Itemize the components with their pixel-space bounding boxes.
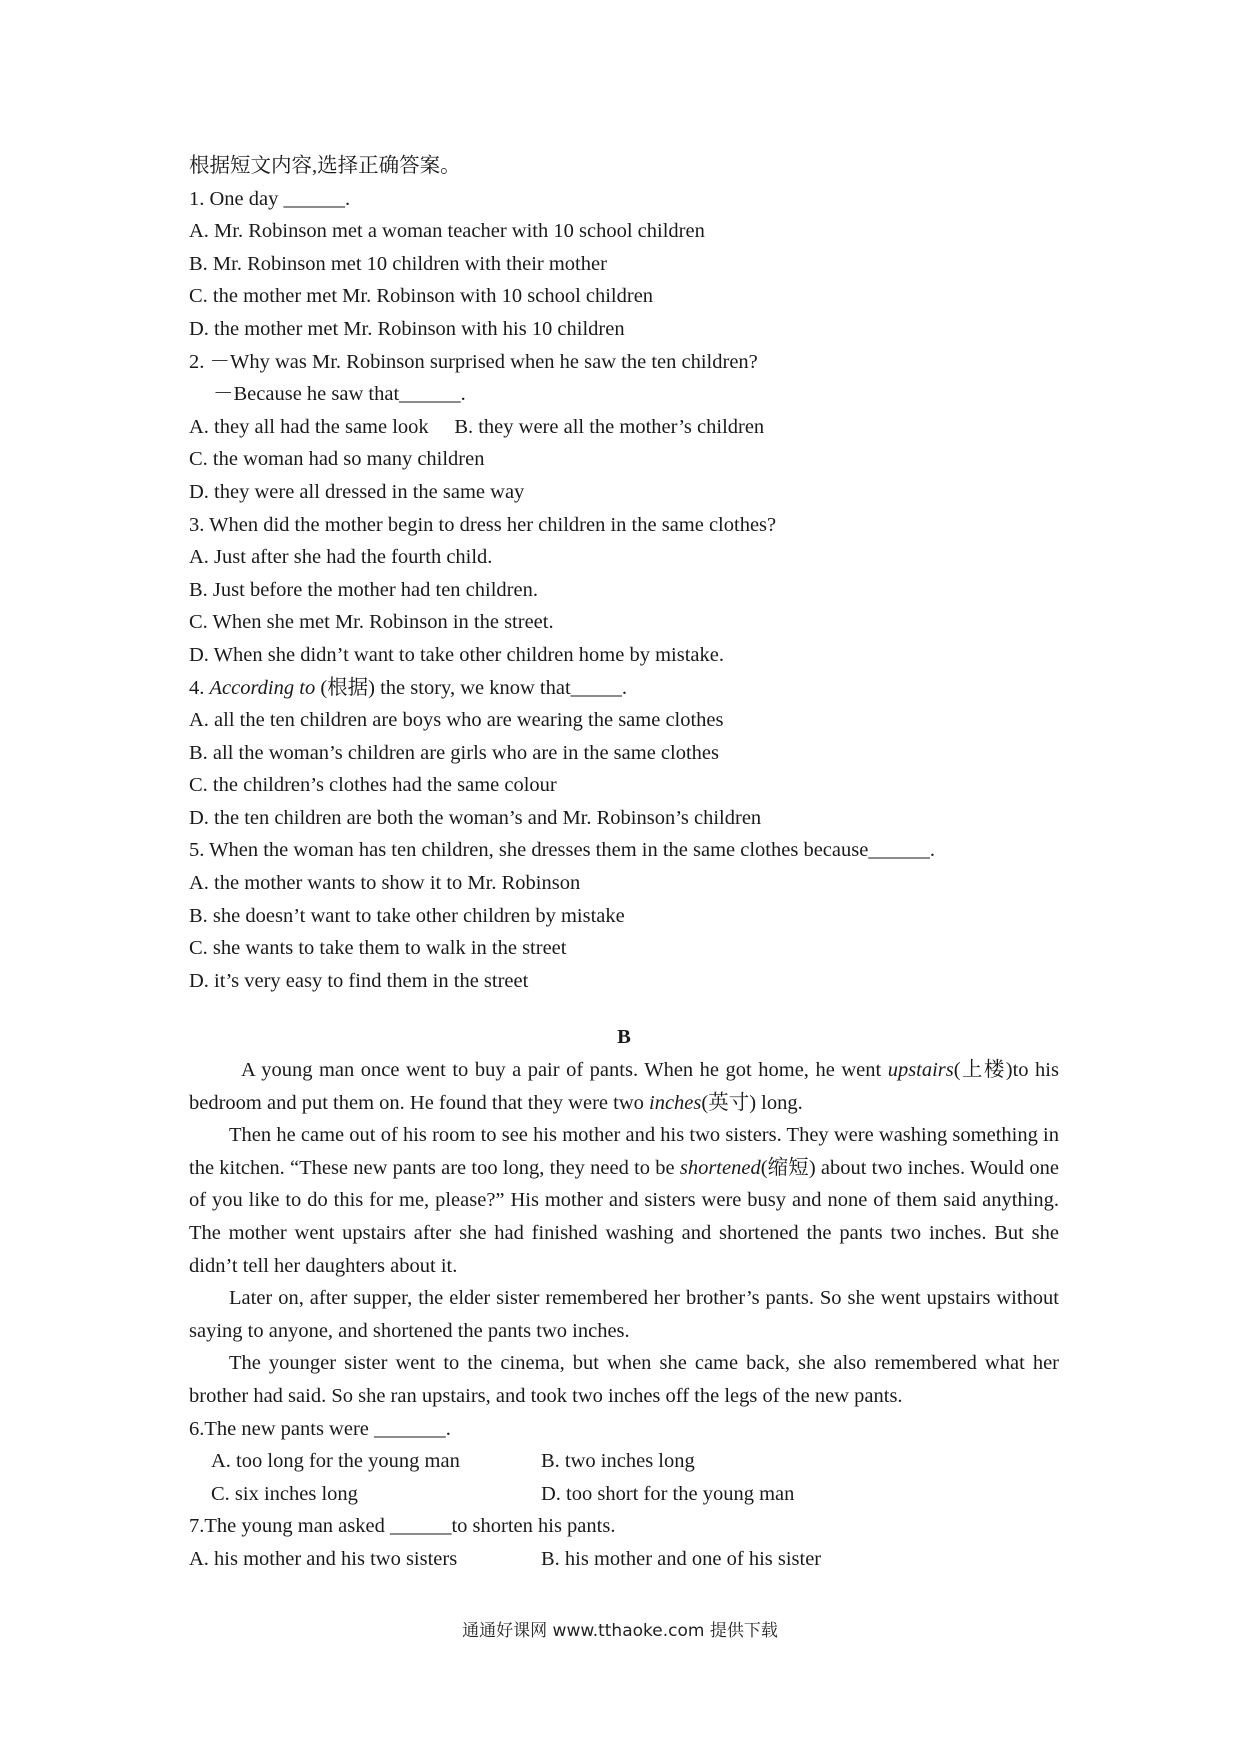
question-7-stem: 7.The young man asked ______to shorten his pants.: [189, 1515, 616, 1538]
p2-term-shortened: shortened: [679, 1156, 761, 1179]
p1-term-upstairs: upstairs: [887, 1059, 954, 1082]
question-5-option-a: A. the mother wants to show it to Mr. Robinson: [189, 872, 581, 895]
question-4-option-d: D. the ten children are both the woman’s and Mr. Robinson’s children: [189, 806, 762, 829]
question-7-option-a: A. his mother and his two sisters: [189, 1547, 458, 1570]
question-6-options-cd: [189, 1478, 1059, 1511]
instruction: 根据短文内容,选择正确答案。: [189, 155, 461, 177]
question-1-stem: 1. One day ______.: [189, 187, 351, 210]
question-5-option-b: B. she doesn’t want to take other children by mistake: [189, 904, 625, 927]
p2-text-b: (缩短) about two inches. Would one of you like to do this for me, please?” His mother and sisters were busy and none of them said anything. The mother went upstairs after she had finished washing and shortened the pants two inches. But she didn’t tell her daughters about it.: [189, 1156, 1060, 1277]
question-4-option-c: C. the children’s clothes had the same colour: [189, 774, 557, 797]
question-2-option-b: B. they were all the mother’s children: [454, 415, 765, 438]
question-5-stem: 5. When the woman has ten children, she dresses them in the same clothes because______.: [189, 839, 935, 862]
question-2-options-ab: [189, 411, 1059, 444]
question-2-answer-prompt: －Because he saw that______.: [213, 383, 466, 406]
question-7-option-b: B. his mother and one of his sister: [541, 1547, 822, 1570]
question-6-option-a: A. too long for the young man: [211, 1450, 460, 1473]
section-b-heading: B: [617, 1026, 631, 1049]
spacer: [189, 997, 1059, 1021]
question-5-option-d: D. it’s very easy to find them in the street: [189, 969, 529, 992]
question-6-stem: 6.The new pants were _______.: [189, 1417, 451, 1440]
p1-text-c: (英寸) long.: [701, 1091, 803, 1114]
question-4-italic-term: According to: [209, 676, 316, 699]
question-4-option-b: B. all the woman’s children are girls who are in the same clothes: [189, 741, 719, 764]
p1-text-b: (上楼)to his bedroom and put them on. He found that they were two: [189, 1059, 1059, 1114]
p2-text-a: Then he came out of his room to see his mother and his two sisters. They were washing something in the kitchen. “These new pants are too long, they need to be: [189, 1124, 1059, 1179]
question-6-option-b: B. two inches long: [541, 1450, 695, 1473]
document-content: [189, 150, 1059, 1576]
passage-paragraph-3: Later on, after supper, the elder sister remembered her brother’s pants. So she went upstairs without saying to anyone, and shortened the pants two inches.: [189, 1287, 1059, 1342]
passage-paragraph-1: [189, 1054, 1059, 1119]
passage-paragraph-2: [189, 1119, 1059, 1282]
question-4-number: 4.: [189, 676, 210, 699]
question-6-option-c: C. six inches long: [211, 1482, 358, 1505]
question-2-stem: 2. －Why was Mr. Robinson surprised when he saw the ten children?: [189, 350, 758, 373]
question-3-option-d: D. When she didn’t want to take other children home by mistake.: [189, 643, 724, 666]
question-5-option-c: C. she wants to take them to walk in the street: [189, 937, 567, 960]
question-7-options-ab: [189, 1543, 1059, 1576]
passage-paragraph-4: The younger sister went to the cinema, but when she came back, she also remembered what her brother had said. So she ran upstairs, and took two inches off the legs of the new pants.: [189, 1352, 1059, 1407]
p1-text-a: A young man once went to buy a pair of pants. When he got home, he went: [241, 1059, 888, 1082]
question-3-option-b: B. Just before the mother had ten children.: [189, 578, 538, 601]
question-2-option-a: A. they all had the same look: [189, 415, 429, 438]
p1-term-inches: inches: [649, 1091, 702, 1114]
question-4-option-a: A. all the ten children are boys who are wearing the same clothes: [189, 709, 724, 732]
question-3-option-a: A. Just after she had the fourth child.: [189, 546, 493, 569]
question-4-stem-rest: (根据) the story, we know that_____.: [315, 676, 628, 699]
question-6-option-d: D. too short for the young man: [541, 1482, 795, 1505]
question-1-option-d: D. the mother met Mr. Robinson with his 10 children: [189, 317, 625, 340]
question-6-options-ab: [189, 1445, 1059, 1478]
page-footer: 通通好课网 www.tthaoke.com 提供下载: [462, 1621, 778, 1641]
question-1-option-b: B. Mr. Robinson met 10 children with their mother: [189, 252, 607, 275]
question-2-option-c: C. the woman had so many children: [189, 448, 485, 471]
question-2-option-d: D. they were all dressed in the same way: [189, 480, 525, 503]
question-1-option-a: A. Mr. Robinson met a woman teacher with 10 school children: [189, 220, 705, 243]
question-3-stem: 3. When did the mother begin to dress her children in the same clothes?: [189, 513, 777, 536]
question-3-option-c: C. When she met Mr. Robinson in the street.: [189, 611, 554, 634]
question-1-option-c: C. the mother met Mr. Robinson with 10 school children: [189, 285, 654, 308]
question-4-stem: [189, 672, 1059, 705]
